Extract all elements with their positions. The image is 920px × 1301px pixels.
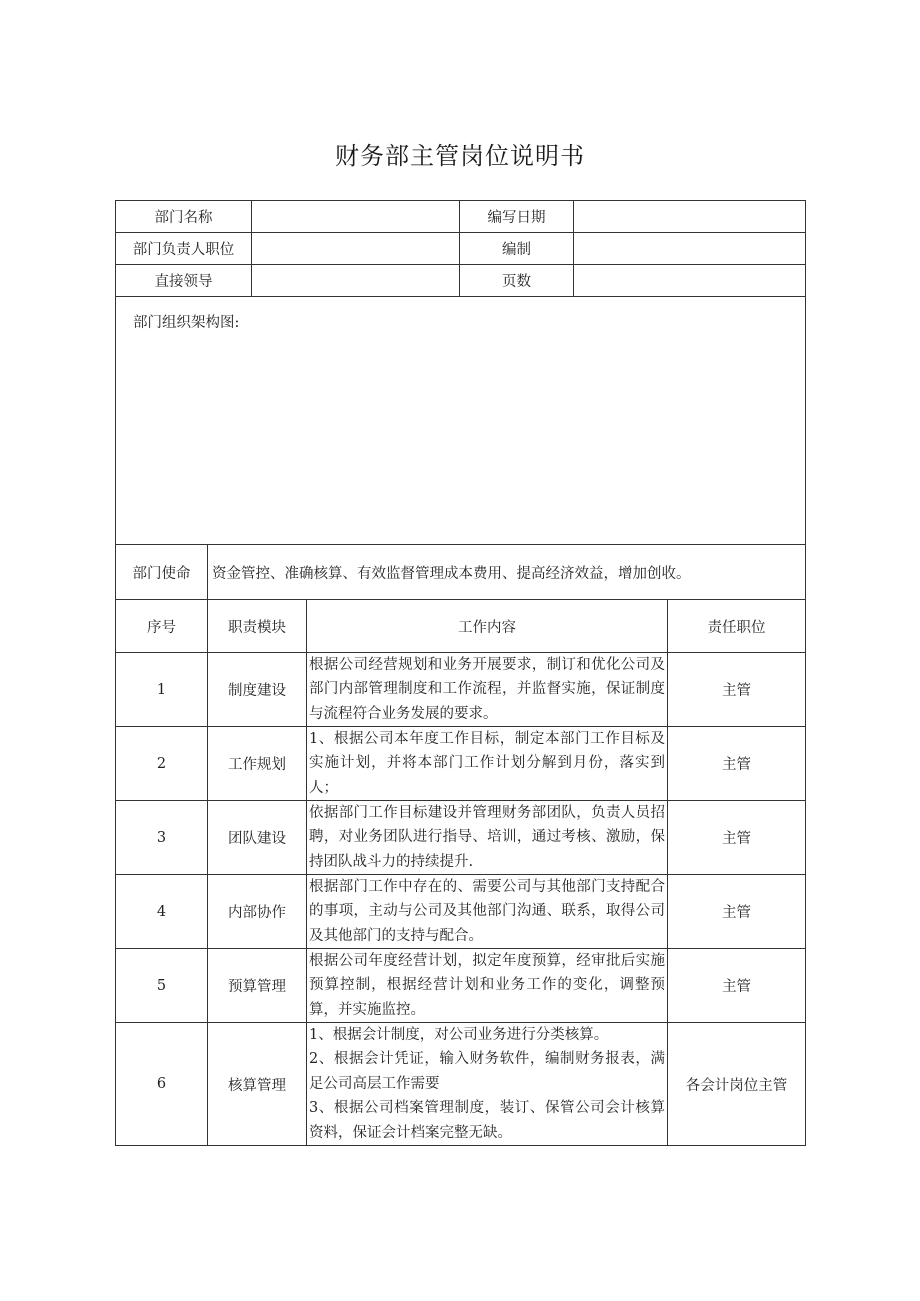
row-position: 主管 xyxy=(668,875,806,949)
column-header-no: 序号 xyxy=(116,600,208,653)
table-row xyxy=(116,949,806,1023)
row-content xyxy=(307,1023,668,1146)
row-no: 4 xyxy=(116,875,208,949)
row-position: 主管 xyxy=(668,801,806,875)
table-row xyxy=(116,1023,806,1146)
mission-text: 资金管控、准确核算、有效监督管理成本费用、提高经济效益，增加创收。 xyxy=(208,545,806,600)
row-position: 主管 xyxy=(668,949,806,1023)
row-content xyxy=(307,949,668,1023)
row-no: 3 xyxy=(116,801,208,875)
header-info-table xyxy=(115,200,806,545)
date-value xyxy=(574,201,806,233)
row-no: 5 xyxy=(116,949,208,1023)
org-chart-area xyxy=(116,297,806,545)
column-header-position: 责任职位 xyxy=(668,600,806,653)
prepared-by-value xyxy=(574,233,806,265)
dept-name-label: 部门名称 xyxy=(116,201,252,233)
row-content-line: 根据公司经营规划和业务开展要求，制订和优化公司及部门内部管理制度和工作流程，并监督实施，保证制度与流程符合业务发展的要求。 xyxy=(309,657,665,722)
row-content xyxy=(307,875,668,949)
row-position: 各会计岗位主管 xyxy=(668,1023,806,1146)
row-module: 内部协作 xyxy=(208,875,307,949)
table-row xyxy=(116,727,806,801)
duties-table xyxy=(115,544,806,1146)
row-content xyxy=(307,801,668,875)
dept-name-value xyxy=(252,201,460,233)
row-content-line: 根据公司年度经营计划，拟定年度预算，经审批后实施预算控制，根据经营计划和业务工作的变化，调整预算，并实施监控。 xyxy=(309,953,665,1018)
row-module: 工作规划 xyxy=(208,727,307,801)
row-content-line: 1、根据公司本年度工作目标，制定本部门工作目标及实施计划，并将本部门工作计划分解到月份，落实到人； xyxy=(309,731,665,796)
supervisor-value xyxy=(252,265,460,297)
table-row xyxy=(116,801,806,875)
row-position: 主管 xyxy=(668,727,806,801)
row-module: 制度建设 xyxy=(208,653,307,727)
pages-value xyxy=(574,265,806,297)
row-no: 2 xyxy=(116,727,208,801)
row-content-line: 根据部门工作中存在的、需要公司与其他部门支持配合的事项，主动与公司及其他部门沟通、联系，取得公司及其他部门的支持与配合。 xyxy=(309,879,665,944)
mission-label: 部门使命 xyxy=(116,545,208,600)
row-content xyxy=(307,653,668,727)
column-header-content: 工作内容 xyxy=(307,600,668,653)
row-module: 预算管理 xyxy=(208,949,307,1023)
row-content-line: 依据部门工作目标建设并管理财务部团队，负责人员招聘，对业务团队进行指导、培训，通过考核、激励，保持团队战斗力的持续提升. xyxy=(309,805,665,870)
org-chart-label: 部门组织架构图: xyxy=(133,315,240,331)
table-row xyxy=(116,875,806,949)
row-no: 6 xyxy=(116,1023,208,1146)
date-label: 编写日期 xyxy=(460,201,574,233)
row-position: 主管 xyxy=(668,653,806,727)
pages-label: 页数 xyxy=(460,265,574,297)
row-module: 团队建设 xyxy=(208,801,307,875)
row-content-line: 1、根据会计制度，对公司业务进行分类核算。 xyxy=(309,1027,609,1043)
prepared-by-label: 编制 xyxy=(460,233,574,265)
row-content-line: 2、根据会计凭证，输入财务软件，编制财务报表，满足公司高层工作需要 xyxy=(309,1051,665,1092)
head-position-label: 部门负责人职位 xyxy=(116,233,252,265)
row-no: 1 xyxy=(116,653,208,727)
supervisor-label: 直接领导 xyxy=(116,265,252,297)
row-content-line: 3、根据公司档案管理制度，装订、保管公司会计核算资料，保证会计档案完整无缺。 xyxy=(309,1100,665,1141)
document-title: 财务部主管岗位说明书 xyxy=(335,142,585,170)
column-header-module: 职责模块 xyxy=(208,600,307,653)
table-row xyxy=(116,653,806,727)
row-module: 核算管理 xyxy=(208,1023,307,1146)
row-content xyxy=(307,727,668,801)
head-position-value xyxy=(252,233,460,265)
